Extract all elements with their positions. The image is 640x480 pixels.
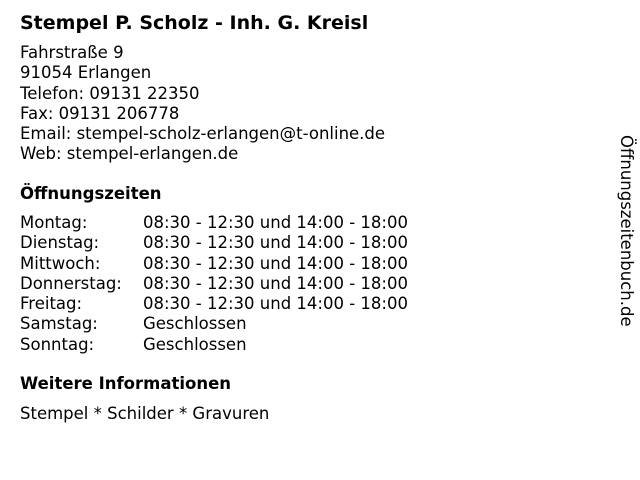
day-label: Mittwoch: xyxy=(20,253,101,273)
day-hours: Geschlossen xyxy=(143,314,247,334)
hours-row-monday xyxy=(20,213,408,233)
more-info-heading: Weitere Informationen xyxy=(20,374,232,393)
hours-row-thursday xyxy=(20,274,408,294)
hours-row-friday xyxy=(20,294,408,314)
day-label: Freitag: xyxy=(20,294,83,314)
opening-hours-heading: Öffnungszeiten xyxy=(20,184,162,203)
more-info-text: Stempel * Schilder * Gravuren xyxy=(20,404,270,423)
day-label: Donnerstag: xyxy=(20,273,122,293)
hours-row-sunday xyxy=(20,335,408,355)
contact-block xyxy=(20,43,385,165)
day-label: Sonntag: xyxy=(20,334,95,354)
site-watermark-label: Öffnungszeitenbuch.de xyxy=(617,135,636,327)
hours-row-saturday xyxy=(20,314,408,334)
hours-row-wednesday xyxy=(20,254,408,274)
day-label: Dienstag: xyxy=(20,233,100,253)
website: Web: stempel-erlangen.de xyxy=(20,144,239,164)
business-title: Stempel P. Scholz - Inh. G. Kreisl xyxy=(20,12,369,34)
day-hours: 08:30 - 12:30 und 14:00 - 18:00 xyxy=(143,273,408,293)
day-label: Montag: xyxy=(20,213,88,232)
postal-city: 91054 Erlangen xyxy=(20,63,152,83)
day-hours: 08:30 - 12:30 und 14:00 - 18:00 xyxy=(143,294,408,314)
day-label: Samstag: xyxy=(20,314,98,334)
hours-row-tuesday xyxy=(20,233,408,253)
fax-number: Fax: 09131 206778 xyxy=(20,103,180,123)
street-address: Fahrstraße 9 xyxy=(20,43,124,62)
day-hours: 08:30 - 12:30 und 14:00 - 18:00 xyxy=(143,233,408,253)
phone-number: Telefon: 09131 22350 xyxy=(20,83,200,103)
opening-hours-table xyxy=(20,213,408,355)
day-hours: 08:30 - 12:30 und 14:00 - 18:00 xyxy=(143,253,408,273)
day-hours: 08:30 - 12:30 und 14:00 - 18:00 xyxy=(143,213,408,232)
day-hours: Geschlossen xyxy=(143,334,247,354)
email-address: Email: stempel-scholz-erlangen@t-online.de xyxy=(20,124,386,144)
